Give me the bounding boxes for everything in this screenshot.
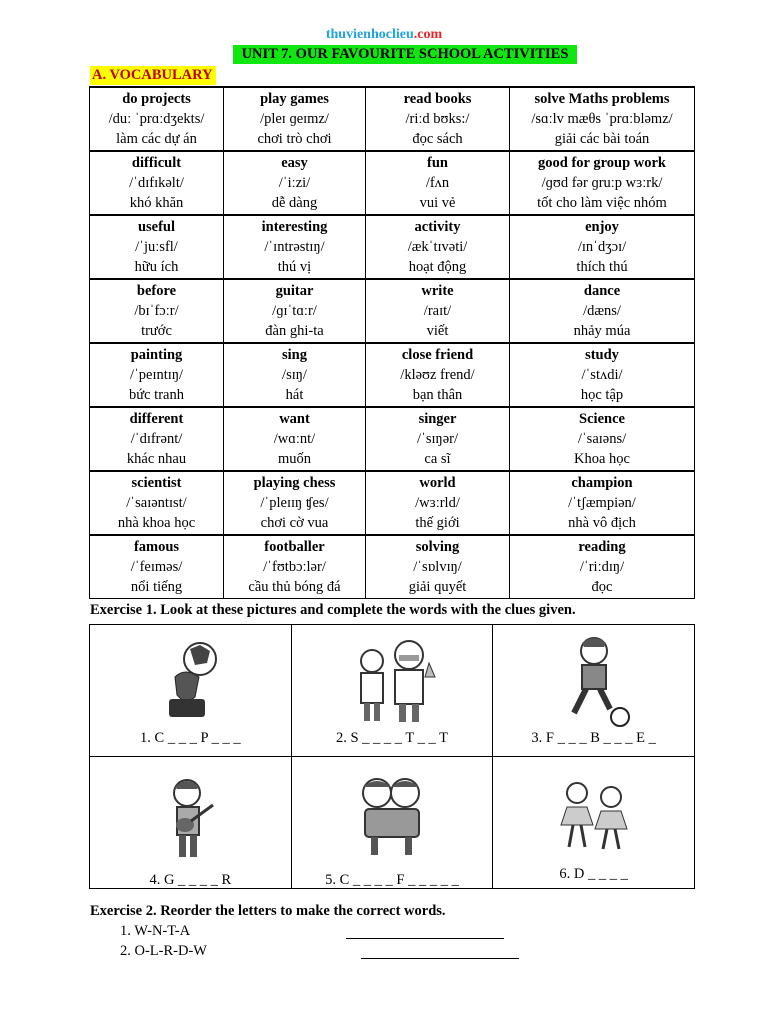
vocab-cell (90, 535, 224, 599)
vocab-row (90, 87, 695, 151)
vocab-word: famous (133, 539, 180, 555)
vocab-word: difficult (131, 155, 182, 171)
vocab-phonetic: /sɪŋ/ (282, 367, 307, 383)
vocab-cell (90, 151, 224, 215)
vocab-phonetic: /kləʊz frend/ (400, 367, 475, 383)
vocab-row (90, 535, 695, 599)
vocab-meaning: đọc sách (412, 131, 463, 147)
picture-cell (291, 625, 493, 757)
vocab-row (90, 407, 695, 471)
vocab-row (90, 279, 695, 343)
vocab-word: write (421, 283, 454, 299)
vocab-cell (224, 215, 366, 279)
vocab-phonetic: /ˈdɪfrənt/ (130, 431, 183, 447)
vocab-meaning: nhà vô địch (568, 515, 636, 531)
dancers-icon (549, 779, 639, 854)
vocab-phonetic: /duː ˈprɑːdʒekts/ (108, 111, 205, 127)
vocab-meaning: thế giới (415, 515, 460, 531)
vocab-cell (366, 87, 510, 151)
vocab-word: read books (403, 91, 472, 107)
vocab-cell (224, 151, 366, 215)
vocab-phonetic: /ˈiːzi/ (278, 175, 311, 191)
vocab-word: footballer (264, 539, 325, 555)
vocab-phonetic: /riːd bʊks:/ (405, 111, 470, 127)
vocab-word: singer (418, 411, 457, 427)
vocab-cell (510, 151, 695, 215)
vocab-meaning: tốt cho làm việc nhóm (537, 195, 667, 211)
vocab-word: study (585, 347, 619, 363)
vocab-cell (224, 343, 366, 407)
vocab-phonetic: /ˈfʊtbɔːlər/ (263, 559, 326, 575)
vocab-word: enjoy (585, 219, 619, 235)
picture-cell (493, 757, 695, 889)
vocab-meaning: đọc (591, 579, 613, 595)
vocab-phonetic: /ˈsɒlvɪŋ/ (413, 559, 462, 575)
vocab-meaning: đàn ghi-ta (265, 323, 324, 339)
guitar-boy-icon (155, 775, 225, 865)
vocab-cell (90, 279, 224, 343)
vocab-meaning: bức tranh (129, 387, 184, 403)
vocab-phonetic: /ˈjuːsfl/ (135, 239, 178, 255)
vocab-meaning: nhảy múa (573, 323, 631, 339)
exercise2-item-2: 2. O-L-R-D-W (120, 943, 207, 959)
vocab-row (90, 151, 695, 215)
vocab-phonetic: /wɜːrld/ (415, 495, 460, 511)
vocab-word: Science (579, 411, 625, 427)
vocab-row (90, 215, 695, 279)
vocab-phonetic: /sɑːlv mæθs ˈprɑːbləmz/ (531, 111, 673, 127)
vocab-phonetic: /raɪt/ (423, 303, 452, 319)
vocab-meaning: nhà khoa học (117, 515, 196, 531)
vocab-word: want (279, 411, 310, 427)
vocab-cell (90, 215, 224, 279)
clue-5: 5. C _ _ _ _ F _ _ _ _ _ (325, 872, 459, 888)
vocab-word: sing (282, 347, 307, 363)
vocab-word: activity (414, 219, 461, 235)
vocab-cell (366, 151, 510, 215)
vocab-word: easy (281, 155, 308, 171)
vocab-meaning: giải quyết (408, 579, 467, 595)
vocab-cell (366, 471, 510, 535)
exercise2-title: Exercise 2. Reorder the letters to make the correct words. (90, 903, 446, 919)
vocab-phonetic: /ˈpleɪɪŋ ʧes/ (260, 495, 329, 511)
vocab-phonetic: /pleɪ ɡeɪmz/ (260, 111, 329, 127)
vocab-phonetic: /ˈstʌdi/ (581, 367, 623, 383)
vocab-cell (366, 215, 510, 279)
vocab-word: good for group work (538, 155, 666, 171)
scientists-icon (337, 633, 447, 723)
vocab-phonetic: /ˈsaɪəntɪst/ (126, 495, 187, 511)
vocab-cell (90, 471, 224, 535)
vocab-meaning: chơi trò chơi (257, 131, 332, 147)
section-heading: A. VOCABULARY (90, 66, 216, 85)
vocab-cell (366, 279, 510, 343)
vocab-meaning: hoạt động (408, 259, 467, 275)
clue-6: 6. D _ _ _ _ (559, 866, 628, 882)
vocab-cell (510, 471, 695, 535)
vocab-word: do projects (122, 91, 191, 107)
vocab-meaning: khác nhau (126, 451, 187, 467)
vocab-meaning: hát (285, 387, 304, 403)
vocab-cell (90, 343, 224, 407)
vocab-meaning: Khoa học (574, 451, 630, 467)
vocab-phonetic: /ækˈtɪvəti/ (407, 239, 468, 255)
vocab-phonetic: /ˈpeɪntɪŋ/ (129, 367, 184, 383)
vocab-word: solve Maths problems (534, 91, 670, 107)
vocab-meaning: nổi tiếng (130, 579, 183, 595)
picture-cell (90, 757, 292, 889)
vocab-meaning: thích thú (576, 259, 628, 275)
vocabulary-table (89, 86, 695, 599)
vocab-word: scientist (131, 475, 182, 491)
vocab-cell (510, 407, 695, 471)
exercise2-item-1: 1. W-N-T-A (120, 923, 191, 939)
vocab-word: different (129, 411, 184, 427)
vocab-word: dance (583, 283, 621, 299)
vocab-phonetic: /dæns/ (583, 303, 621, 319)
vocab-meaning: chơi cờ vua (260, 515, 329, 531)
vocab-word: reading (578, 539, 626, 555)
vocab-phonetic: /ɪnˈdʒɔɪ/ (577, 239, 627, 255)
answer-line-1[interactable] (346, 938, 504, 939)
picture-grid (89, 624, 695, 889)
vocab-cell (224, 407, 366, 471)
vocab-cell (224, 87, 366, 151)
vocab-word: champion (571, 475, 633, 491)
vocab-meaning: làm các dự án (116, 131, 197, 147)
vocab-phonetic: /ˈtʃæmpiən/ (568, 495, 636, 511)
vocab-cell (366, 407, 510, 471)
vocab-phonetic: /ˈɪntrəstɪŋ/ (264, 239, 325, 255)
vocab-phonetic: /wɑːnt/ (273, 431, 316, 447)
vocab-phonetic: /ˈfeɪməs/ (130, 559, 183, 575)
trophy-icon (155, 637, 225, 727)
vocab-cell (90, 87, 224, 151)
vocab-cell (90, 407, 224, 471)
vocab-word: useful (137, 219, 176, 235)
unit-title: UNIT 7. OUR FAVOURITE SCHOOL ACTIVITIES (233, 45, 577, 64)
vocab-meaning: dễ dàng (271, 195, 318, 211)
vocab-phonetic: /ˈsaɪəns/ (577, 431, 627, 447)
vocab-word: close friend (401, 347, 474, 363)
vocab-word: playing chess (253, 475, 336, 491)
vocab-meaning: khó khăn (129, 195, 184, 211)
clue-1: 1. C _ _ _ P _ _ _ (140, 730, 241, 746)
vocab-word: world (419, 475, 456, 491)
vocab-meaning: bạn thân (412, 387, 463, 403)
vocab-meaning: ca sĩ (424, 451, 451, 467)
vocab-phonetic: /bɪˈfɔːr/ (134, 303, 179, 319)
picture-cell (90, 625, 292, 757)
vocab-word: fun (427, 155, 448, 171)
vocab-cell (510, 215, 695, 279)
vocab-phonetic: /ˈriːdɪŋ/ (579, 559, 625, 575)
vocab-phonetic: /ɡʊd fər ɡruːp wɜːrk/ (541, 175, 663, 191)
vocab-cell (366, 535, 510, 599)
vocab-cell (224, 535, 366, 599)
vocab-meaning: thú vị (277, 259, 312, 275)
vocab-meaning: muốn (277, 451, 312, 467)
vocab-word: painting (130, 347, 183, 363)
vocab-phonetic: /ˈdɪfɪkəlt/ (129, 175, 184, 191)
footballer-icon (554, 633, 634, 728)
clue-3: 3. F _ _ _ B _ _ _ E _ (531, 730, 656, 746)
vocab-cell (224, 471, 366, 535)
vocab-phonetic: /ɡɪˈtɑːr/ (272, 303, 317, 319)
vocab-cell (510, 87, 695, 151)
picture-cell (291, 757, 493, 889)
vocab-meaning: cầu thủ bóng đá (248, 579, 341, 595)
vocab-phonetic: /fʌn (425, 175, 450, 191)
vocab-word: guitar (275, 283, 314, 299)
vocab-meaning: học tập (580, 387, 624, 403)
vocab-meaning: trước (141, 323, 172, 339)
vocab-meaning: viết (426, 323, 449, 339)
vocab-word: play games (260, 91, 329, 107)
vocab-meaning: hữu ích (134, 259, 179, 275)
vocab-word: interesting (261, 219, 328, 235)
vocab-cell (510, 535, 695, 599)
site-name: thuvienhoclieu.com (325, 27, 443, 42)
vocab-row (90, 471, 695, 535)
vocab-meaning: vui vẻ (419, 195, 456, 211)
vocab-phonetic: /ˈsɪŋər/ (417, 431, 458, 447)
vocab-cell (510, 343, 695, 407)
answer-line-2[interactable] (361, 958, 519, 959)
clue-2: 2. S _ _ _ _ T _ _ T (335, 730, 448, 746)
vocab-row (90, 343, 695, 407)
vocab-cell (224, 279, 366, 343)
vocab-cell (510, 279, 695, 343)
vocab-meaning: giải các bài toán (554, 131, 650, 147)
vocab-word: before (136, 283, 177, 299)
clue-4: 4. G _ _ _ _ R (149, 872, 232, 888)
vocab-cell (366, 343, 510, 407)
close-friends-icon (347, 771, 437, 861)
vocab-word: solving (415, 539, 460, 555)
exercise1-title: Exercise 1. Look at these pictures and complete the words with the clues given. (90, 602, 576, 618)
picture-cell (493, 625, 695, 757)
